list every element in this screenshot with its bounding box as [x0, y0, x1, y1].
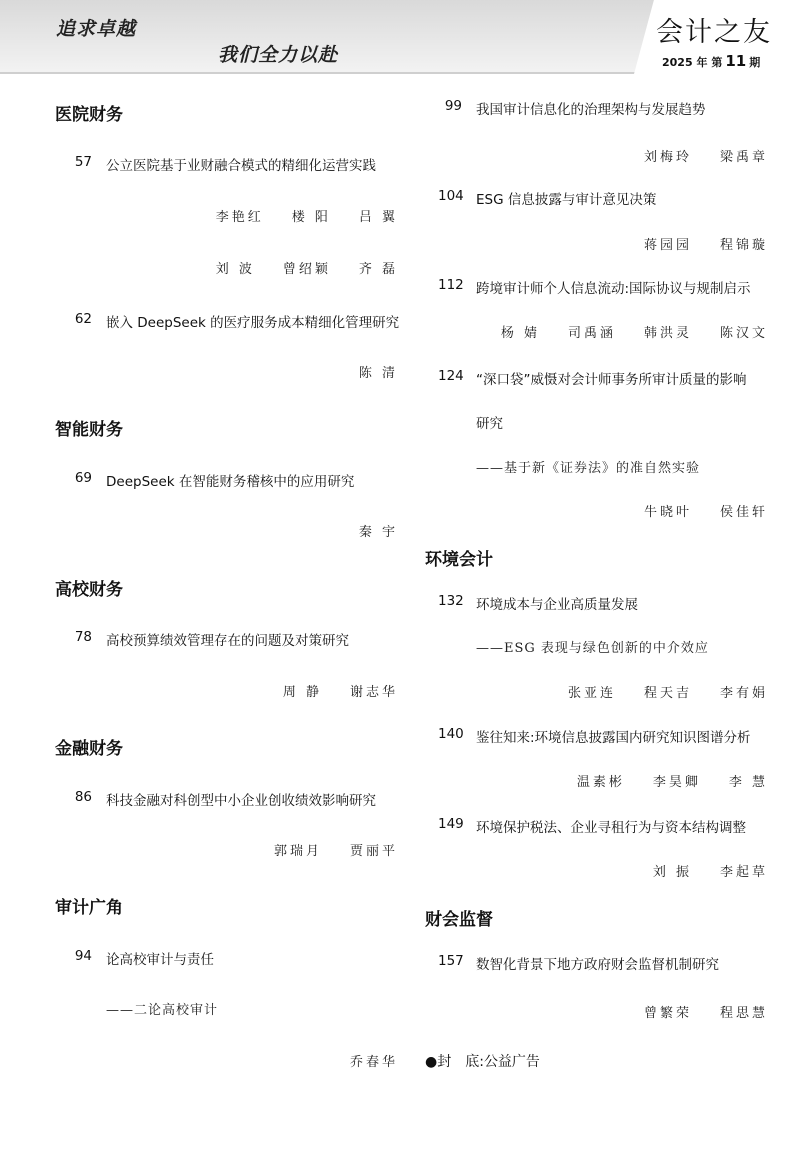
section-title-smart-finance: 智能财务: [55, 420, 123, 440]
section-title-hospital-finance: 医院财务: [55, 105, 123, 125]
author-name: 梁禹章: [719, 150, 768, 165]
article-authors: [359, 362, 398, 381]
author-name: 刘 振: [652, 865, 692, 880]
issue-number: 11: [725, 52, 747, 70]
article-title: DeepSeek 在智能财务稽核中的应用研究: [106, 474, 355, 490]
author-name: 楼 阳: [291, 210, 331, 225]
author-name: 谢志华: [349, 685, 398, 700]
author-name: 陈 清: [358, 366, 398, 381]
toc-entry[interactable]: [70, 154, 376, 174]
article-authors: [216, 258, 398, 277]
article-title: 论高校审计与责任: [106, 952, 214, 968]
author-name: 李昊卿: [652, 775, 701, 790]
article-title: 高校预算绩效管理存在的问题及对策研究: [106, 633, 349, 649]
author-name: 刘 波: [215, 262, 255, 277]
article-authors: [216, 206, 398, 225]
toc-entry[interactable]: [438, 188, 657, 208]
article-authors: [350, 1051, 398, 1070]
bullet-icon: ●: [425, 1054, 438, 1070]
page-number: 157: [438, 953, 464, 969]
toc-entry[interactable]: [70, 789, 376, 809]
toc-entry[interactable]: [438, 277, 751, 297]
article-authors: [283, 681, 398, 700]
issue-di: 第: [711, 56, 723, 69]
article-subtitle: ——二论高校审计: [106, 1003, 219, 1018]
author-name: 李艳红: [215, 210, 264, 225]
page-number: 99: [444, 98, 462, 114]
article-title: 环境保护税法、企业寻租行为与资本结构调整: [476, 820, 746, 836]
author-name: 程思慧: [719, 1006, 768, 1021]
toc-entry[interactable]: [70, 629, 349, 649]
page-number: 132: [438, 593, 464, 609]
page-number: 69: [74, 470, 92, 486]
issue-label: [662, 52, 760, 70]
article-subtitle: ——基于新《证券法》的准自然实验: [476, 461, 701, 476]
article-title: 环境成本与企业高质量发展: [476, 597, 638, 613]
back-cover-label: 封 底:: [437, 1054, 484, 1070]
article-authors: [653, 861, 768, 880]
back-cover-content: 公益广告: [483, 1054, 540, 1070]
toc-entry[interactable]: [438, 816, 746, 836]
page-number: 62: [74, 311, 92, 327]
article-authors: [644, 1002, 768, 1021]
page-number: 57: [74, 154, 92, 170]
author-name: 温素彬: [576, 775, 625, 790]
section-title-audit-perspective: 审计广角: [55, 898, 123, 918]
article-authors: [274, 840, 398, 859]
article-authors: [577, 771, 768, 790]
author-name: 贾丽平: [349, 844, 398, 859]
author-name: 蒋园园: [643, 238, 692, 253]
article-title: 公立医院基于业财融合模式的精细化运营实践: [106, 158, 376, 174]
page-number: 112: [438, 277, 464, 293]
article-subtitle: ——ESG 表现与绿色创新的中介效应: [476, 641, 709, 656]
section-title-financial-finance: 金融财务: [55, 739, 123, 759]
toc-entry[interactable]: [70, 470, 355, 490]
issue-year: 2025: [662, 56, 693, 69]
article-authors: [501, 322, 768, 341]
toc-entry[interactable]: [438, 98, 706, 118]
toc-entry[interactable]: [70, 311, 400, 331]
toc-entry[interactable]: [438, 726, 751, 746]
author-name: 曾绍颖: [282, 262, 331, 277]
author-name: 李 慧: [728, 775, 768, 790]
author-name: 陈汉文: [719, 326, 768, 341]
author-name: 曾繁荣: [643, 1006, 692, 1021]
article-title: “深口袋”威慑对会计师事务所审计质量的影响: [476, 372, 747, 388]
article-title: 嵌入 DeepSeek 的医疗服务成本精细化管理研究: [106, 315, 400, 331]
author-name: 韩洪灵: [643, 326, 692, 341]
slogan-line-2: 我们全力以赴: [218, 44, 339, 66]
article-authors: [568, 682, 768, 701]
author-name: 侯佳轩: [719, 505, 768, 520]
issue-qi: 期: [749, 56, 761, 69]
issue-year-suffix: 年: [696, 56, 708, 69]
page-number: 104: [438, 188, 464, 204]
author-name: 牛晓叶: [643, 505, 692, 520]
article-authors: [644, 146, 768, 165]
slogan-line-1: 追求卓越: [56, 18, 137, 40]
article-title-line-2: 研究: [476, 416, 503, 432]
author-name: 司禹涵: [567, 326, 616, 341]
section-title-financial-supervision: 财会监督: [425, 910, 493, 930]
article-title: 数智化背景下地方政府财会监督机制研究: [476, 957, 719, 973]
author-name: 张亚连: [567, 686, 616, 701]
author-name: 周 静: [282, 685, 322, 700]
article-title: ESG 信息披露与审计意见决策: [476, 192, 657, 208]
author-name: 吕 翼: [358, 210, 398, 225]
magazine-title: 会计之友: [656, 17, 772, 48]
toc-entry[interactable]: [438, 953, 719, 973]
author-name: 李起草: [719, 865, 768, 880]
author-name: 郭瑞月: [273, 844, 322, 859]
article-title: 我国审计信息化的治理架构与发展趋势: [476, 102, 706, 118]
toc-entry[interactable]: [70, 948, 214, 968]
article-title-continued: [476, 412, 503, 432]
section-title-university-finance: 高校财务: [55, 580, 123, 600]
page-number: 86: [74, 789, 92, 805]
article-title: 鉴往知来:环境信息披露国内研究知识图谱分析: [476, 730, 751, 746]
article-authors: [359, 521, 398, 540]
back-cover-note: [425, 1051, 540, 1071]
article-authors: [644, 234, 768, 253]
article-title: 科技金融对科创型中小企业创收绩效影响研究: [106, 793, 376, 809]
article-authors: [644, 501, 768, 520]
page-number: 94: [74, 948, 92, 964]
page-number: 124: [438, 368, 464, 384]
author-name: 李有娟: [719, 686, 768, 701]
page-number: 140: [438, 726, 464, 742]
toc-entry[interactable]: [438, 368, 747, 388]
page-number: 149: [438, 816, 464, 832]
page-number: 78: [74, 629, 92, 645]
section-title-environmental-accounting: 环境会计: [425, 550, 493, 570]
author-name: 刘梅玲: [643, 150, 692, 165]
author-name: 秦 宇: [358, 525, 398, 540]
author-name: 程天吉: [643, 686, 692, 701]
author-name: 齐 磊: [358, 262, 398, 277]
author-name: 杨 婧: [500, 326, 540, 341]
author-name: 乔春华: [349, 1055, 398, 1070]
article-title: 跨境审计师个人信息流动:国际协议与规制启示: [476, 281, 751, 297]
toc-entry[interactable]: [438, 593, 638, 613]
author-name: 程锦璇: [719, 238, 768, 253]
